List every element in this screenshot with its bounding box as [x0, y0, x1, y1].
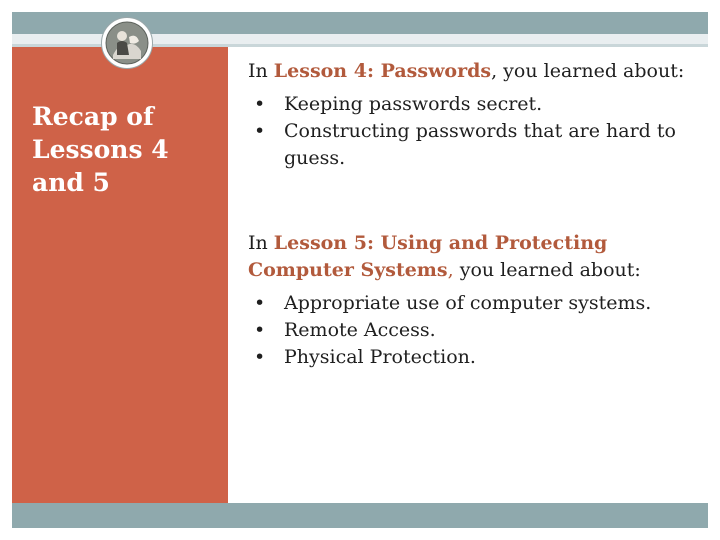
bottom-strip — [12, 503, 708, 525]
lesson-4-intro: In Lesson 4: Passwords, you learned about: — [248, 60, 685, 82]
lesson-5-title: Lesson 5: Using and Protecting Computer Systems — [248, 232, 608, 281]
lesson-4-section — [248, 58, 688, 172]
lesson-5-section — [248, 230, 688, 371]
lesson-4-title: Lesson 4: Passwords — [273, 60, 492, 82]
list-item: • Physical Protection. — [254, 346, 476, 368]
slide-title: Recap of Lessons 4 and 5 — [32, 102, 169, 197]
logo-photo-icon — [101, 17, 153, 69]
person-with-animal-photo-icon — [105, 21, 149, 65]
lesson-5-bullet-list — [248, 290, 688, 371]
list-item: • Keeping passwords secret. — [254, 93, 543, 115]
list-item: • Appropriate use of computer systems. — [254, 292, 652, 314]
lesson-5-intro: In Lesson 5: Using and Protecting Computer Systems, you learned about: — [248, 232, 641, 281]
lesson-4-bullet-list — [248, 91, 688, 172]
list-item: • Remote Access. — [254, 319, 436, 341]
list-item: • Constructing passwords that are hard to guess. — [254, 120, 676, 169]
